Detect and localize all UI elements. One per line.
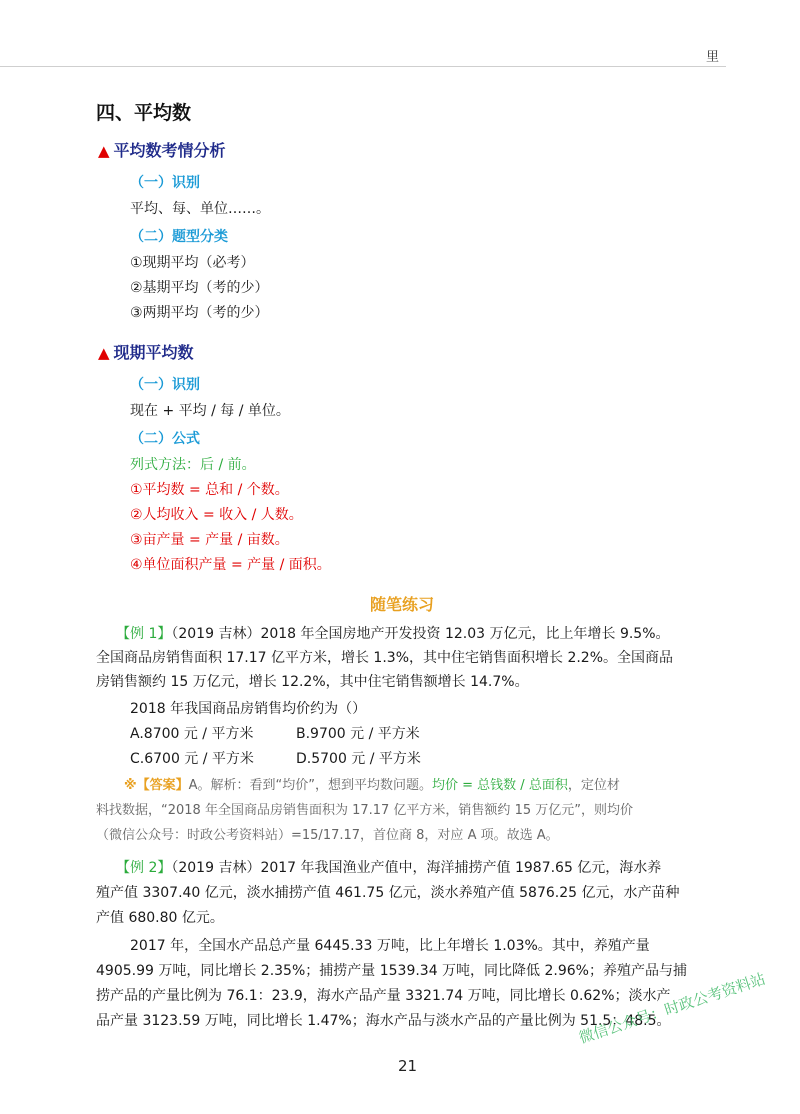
example1-line [116, 622, 670, 646]
answer-line [124, 774, 620, 798]
option-b: B.9700 元 / 平方米 [296, 726, 420, 742]
example1-line: 全国商品房销售面积 17.17 亿平方米，增长 1.3%，其中住宅销售面积增长 2.2%。全国商品 [96, 650, 674, 666]
example1-line: 房销售额约 15 万亿元，增长 12.2%，其中住宅销售额增长 14.7%。 [96, 674, 529, 690]
example2-line: 捞产品的产量比例为 76.1：23.9，海水产品产量 3321.74 万吨，同比增长 0.62%；淡水产 [96, 988, 671, 1004]
topic2-method: 列式方法：后 / 前。 [130, 457, 256, 473]
topic1-identify-text: 平均、每、单位……。 [130, 201, 270, 217]
topic2-title: 现期平均数 [113, 343, 194, 362]
topic1-heading [98, 138, 226, 161]
answer-line: （微信公众号：时政公考资料站）=15/17.17，首位商 8，对应 A 项。故选 A。 [96, 828, 559, 843]
formula-item: ④单位面积产量 = 产量 / 面积。 [130, 557, 331, 573]
header-mark: 里 [706, 50, 720, 65]
answer-text: A。解析：看到“均价”，想到平均数问题。 [188, 778, 433, 793]
example2-line: 2017 年，全国水产品总产量 6445.33 万吨，比上年增长 1.03%。其中，养殖产量 [130, 938, 650, 954]
topic1-type-item: ③两期平均（考的少） [130, 305, 269, 321]
topic1-title: 平均数考情分析 [113, 141, 226, 160]
example1-tag: 【例 1】 [116, 626, 172, 642]
header-rule [0, 66, 726, 67]
answer-formula: 均价 = 总钱数 / 总面积 [432, 778, 568, 793]
topic2-formula-heading: （二）公式 [130, 431, 200, 447]
topic1-type-item: ②基期平均（考的少） [130, 280, 269, 296]
triangle-icon: ▲ [98, 344, 110, 362]
formula-item: ①平均数 = 总和 / 个数。 [130, 482, 289, 498]
answer-text: ，定位材 [567, 778, 620, 793]
formula-item: ③亩产量 = 产量 / 亩数。 [130, 532, 289, 548]
section-title: 四、平均数 [96, 102, 192, 124]
topic1-identify-heading: （一）识别 [130, 175, 200, 191]
topic1-type-item: ①现期平均（必考） [130, 255, 255, 271]
practice-title: 随笔练习 [370, 595, 435, 614]
triangle-icon: ▲ [98, 142, 110, 160]
topic2-identify-heading: （一）识别 [130, 377, 200, 393]
watermark: 微信公众号：时政公考资料站 [576, 969, 768, 1048]
formula-item: ②人均收入 = 收入 / 人数。 [130, 507, 303, 523]
topic2-heading [98, 340, 194, 363]
example2-line [116, 856, 661, 880]
option-d: D.5700 元 / 平方米 [296, 751, 421, 767]
example2-line: 4905.99 万吨，同比增长 2.35%；捕捞产量 1539.34 万吨，同比降低 2.96%；养殖产品与捕 [96, 963, 687, 979]
answer-line: 料找数据，“2018 年全国商品房销售面积为 17.17 亿平方米，销售额约 15 万亿元”，则均价 [96, 803, 633, 818]
option-a: A.8700 元 / 平方米 [130, 726, 254, 742]
page-number: 21 [398, 1057, 418, 1075]
example2-tag: 【例 2】 [116, 860, 172, 876]
example1-text: （2019 吉林）2018 年全国房地产开发投资 12.03 万亿元，比上年增长 9.5%。 [171, 626, 670, 642]
example2-line: 产值 680.80 亿元。 [96, 910, 224, 926]
example2-line: 殖产值 3307.40 亿元，淡水捕捞产值 461.75 亿元，淡水养殖产值 5876.25 亿元，水产苗种 [96, 885, 680, 901]
topic1-types-heading: （二）题型分类 [130, 229, 228, 245]
example2-line: 品产量 3123.59 万吨，同比增长 1.47%；海水产品与淡水产品的产量比例为 51.5：48.5。 [96, 1013, 671, 1029]
example2-text: （2019 吉林）2017 年我国渔业产值中，海洋捕捞产值 1987.65 亿元，海水养 [171, 860, 662, 876]
topic2-identify-text: 现在 + 平均 / 每 / 单位。 [130, 403, 290, 419]
example1-question: 2018 年我国商品房销售均价约为（） [130, 701, 367, 717]
answer-tag: ※【答案】 [124, 778, 189, 793]
option-c: C.6700 元 / 平方米 [130, 751, 254, 767]
